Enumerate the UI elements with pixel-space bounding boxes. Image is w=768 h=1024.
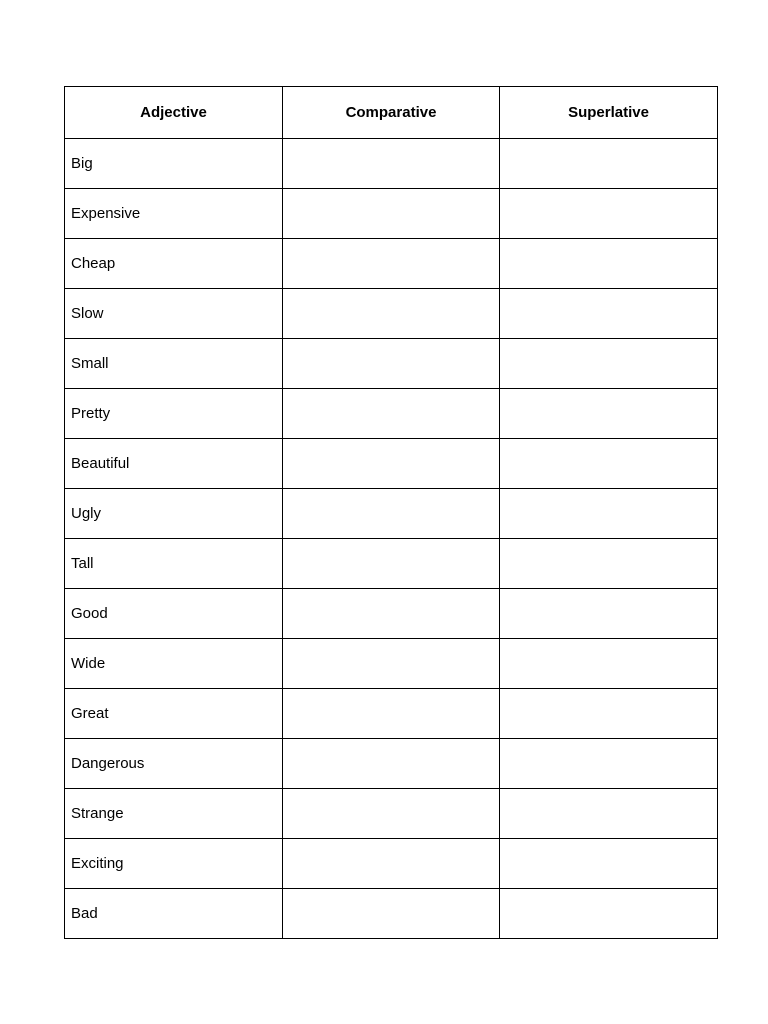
- table-row: [65, 489, 718, 539]
- superlative-cell[interactable]: [500, 339, 718, 389]
- comparative-cell[interactable]: [283, 289, 500, 339]
- superlative-cell[interactable]: [500, 139, 718, 189]
- comparative-cell[interactable]: [283, 439, 500, 489]
- adjective-cell: Small: [65, 339, 283, 389]
- adjective-cell: Expensive: [65, 189, 283, 239]
- table-row: [65, 339, 718, 389]
- adjective-cell: Tall: [65, 539, 283, 589]
- adjective-cell: Strange: [65, 789, 283, 839]
- comparative-cell[interactable]: [283, 339, 500, 389]
- superlative-cell[interactable]: [500, 689, 718, 739]
- superlative-cell[interactable]: [500, 189, 718, 239]
- table-row: [65, 389, 718, 439]
- table-row: [65, 239, 718, 289]
- superlative-cell[interactable]: [500, 389, 718, 439]
- superlative-cell[interactable]: [500, 589, 718, 639]
- superlative-cell[interactable]: [500, 889, 718, 939]
- adjective-cell: Great: [65, 689, 283, 739]
- superlative-cell[interactable]: [500, 639, 718, 689]
- table-row: [65, 139, 718, 189]
- header-row: [65, 87, 718, 139]
- adjective-cell: Big: [65, 139, 283, 189]
- adjective-worksheet-table: [64, 86, 718, 939]
- adjective-cell: Slow: [65, 289, 283, 339]
- comparative-cell[interactable]: [283, 239, 500, 289]
- comparative-cell[interactable]: [283, 189, 500, 239]
- table-row: [65, 789, 718, 839]
- adjective-cell: Exciting: [65, 839, 283, 889]
- adjective-cell: Ugly: [65, 489, 283, 539]
- adjective-cell: Bad: [65, 889, 283, 939]
- adjective-cell: Good: [65, 589, 283, 639]
- superlative-cell[interactable]: [500, 789, 718, 839]
- header-superlative: Superlative: [500, 87, 718, 139]
- superlative-cell[interactable]: [500, 289, 718, 339]
- superlative-cell[interactable]: [500, 739, 718, 789]
- table-row: [65, 439, 718, 489]
- table-header: [65, 87, 718, 139]
- adjective-cell: Beautiful: [65, 439, 283, 489]
- comparative-cell[interactable]: [283, 889, 500, 939]
- table-row: [65, 689, 718, 739]
- table-row: [65, 639, 718, 689]
- table-row: [65, 289, 718, 339]
- table-row: [65, 889, 718, 939]
- adjective-cell: Dangerous: [65, 739, 283, 789]
- comparative-cell[interactable]: [283, 539, 500, 589]
- table-row: [65, 739, 718, 789]
- table-body: [65, 139, 718, 939]
- superlative-cell[interactable]: [500, 489, 718, 539]
- comparative-cell[interactable]: [283, 839, 500, 889]
- comparative-cell[interactable]: [283, 489, 500, 539]
- superlative-cell[interactable]: [500, 439, 718, 489]
- adjective-cell: Wide: [65, 639, 283, 689]
- comparative-cell[interactable]: [283, 639, 500, 689]
- comparative-cell[interactable]: [283, 389, 500, 439]
- header-comparative: Comparative: [283, 87, 500, 139]
- adjective-cell: Cheap: [65, 239, 283, 289]
- adjective-cell: Pretty: [65, 389, 283, 439]
- comparative-cell[interactable]: [283, 689, 500, 739]
- comparative-cell[interactable]: [283, 739, 500, 789]
- superlative-cell[interactable]: [500, 539, 718, 589]
- table-row: [65, 589, 718, 639]
- comparative-cell[interactable]: [283, 589, 500, 639]
- table-row: [65, 839, 718, 889]
- superlative-cell[interactable]: [500, 839, 718, 889]
- table-row: [65, 539, 718, 589]
- comparative-cell[interactable]: [283, 139, 500, 189]
- table-row: [65, 189, 718, 239]
- superlative-cell[interactable]: [500, 239, 718, 289]
- header-adjective: Adjective: [65, 87, 283, 139]
- comparative-cell[interactable]: [283, 789, 500, 839]
